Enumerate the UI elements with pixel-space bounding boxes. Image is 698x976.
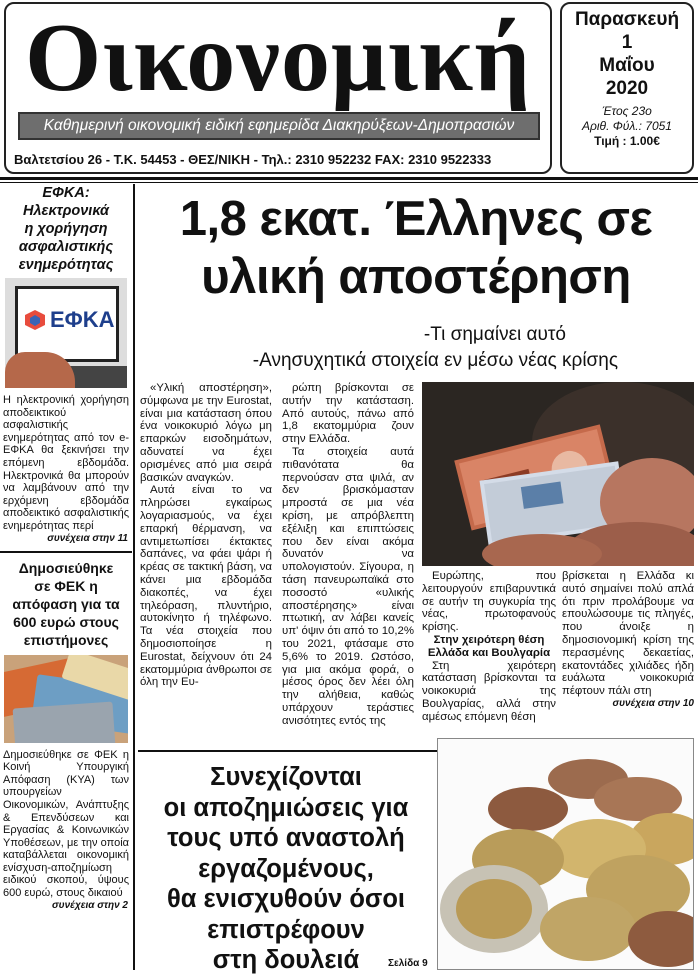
issue-month: Μαΐου — [599, 55, 655, 76]
lead-column-2 — [282, 382, 414, 728]
story-headline-line: Ηλεκτρονικά — [23, 203, 109, 219]
laptop-screen — [15, 286, 119, 362]
column-divider — [133, 184, 135, 970]
lead-column-1 — [140, 382, 272, 689]
second-headline-line: Συνεχίζονται — [210, 763, 362, 791]
paragraph: Αυτά είναι το να πληρώσει εγκαίρως λογαριασμούς, να έχει επαρκή θέρμανση, να αντιμετωπίσει έκτακτες δαπάνες, να φάει ψάρι ή κρέας σε τακτική βάση, να κάνει μια εβδομάδα διακοπές, να έχει τηλεόραση, πλυντήριο, αυτοκίνητο ή τηλέφωνο. Τα νέα στοιχεία που δημοσιοποίησε η Eurostat, δείχνουν ότι 24 εκατομμύρια άνθρωποι σε όλη την Ευ- — [140, 484, 272, 689]
lead-headline — [138, 190, 694, 306]
paragraph: Τα στοιχεία αυτά πιθανότατα θα περνούσαν στα ψιλά, αν δεν βρισκόμασταν μπροστά σε μια νέα κρίση, με απρόβλεπτη εξέλιξη και επιπτώσεις που δεν είναι ακόμα δυνατόν να υπολογιστούν. Σίγουρα, η τάση πανευρωπαϊκά στο ποσοστό «υλικής αποστέρησης» είναι πτωτική, αν λάβει κανείς υπ' όψιν ότι από το 10,2% του 2021, φτάσαμε στο 5,6% το 2019. Ωστόσο, για μια ακόμα φορά, ο μέσος όρος δεν λέει όλη την αλήθεια, καθώς υπάρχουν τεράστιες ανισότητες εντός της — [282, 445, 414, 727]
lead-column-3 — [422, 570, 556, 724]
euro-banknotes-photo — [4, 655, 128, 743]
sidebar — [0, 184, 132, 912]
second-headline-line: τους υπό αναστολή — [167, 824, 405, 852]
issue-price: Τιμή : 1.00€ — [594, 134, 660, 148]
story-headline-line: σε ΦΕΚ η — [34, 577, 98, 594]
story-headline-line: επιστήμονες — [23, 631, 109, 648]
sidebar-story-feк — [0, 559, 132, 912]
masthead-rule — [0, 177, 698, 180]
lead-column-4 — [562, 570, 694, 710]
paragraph: «Υλική αποστέρηση», σύμφωνα με την Eurostat, είναι μια κατάσταση όπου ένα νοικοκυριό λόγω μη επαρκών εισοδημάτων, αδυνατεί να έχει ορισμένες από μια σειρά βασικών αναγκών. — [140, 382, 272, 484]
story-headline-line: απόφαση για τα — [12, 595, 120, 612]
story-body: Η ηλεκτρονική χορήγηση αποδεικτικού ασφαλιστικής ενημερότητας από τον e-ΕΦΚΑ θα ξεκινήσει την επόμενη εβδομάδα. Ηλεκτρονικά θα μπορούν να λαμβάνουν από την ερχόμενη εβδομάδα αποδεικτικό ασφαλιστικής ενημερότητας περί — [3, 394, 129, 532]
issue-number: Αριθ. Φύλ.: 7051 — [582, 119, 672, 133]
story-headline-line: ΕΦΚΑ: — [42, 185, 90, 201]
paragraph: βρίσκεται η Ελλάδα κι αυτό σημαίνει πολύ απλά ότι πριν προλάβουμε να επουλώσουμε τις πληγές, που άνοιξε η δημοσιονομική κρίση της περασμένης δεκαετίας, εκατοντάδες χιλιάδες ήδη ευάλωτα νοικοκυριά πέφτουν πάλι στη — [562, 570, 694, 698]
issue-day: 1 — [621, 32, 633, 53]
euro-hands-photo — [422, 382, 694, 566]
lead-headline-line: 1,8 εκατ. Έλληνες σε — [179, 192, 653, 246]
coins-illustration — [438, 739, 694, 970]
banknote-shape — [13, 701, 116, 742]
story-body: Δημοσιεύθηκε σε ΦΕΚ η Κοινή Υπουργική Απόφαση (ΚΥΑ) των υπουργείων Οικονομικών, Ανάπτυξης & Επενδύσεων και Εργασίας & Κοινωνικών Υποθέσεων, με την οποία καταβάλλεται οικονομική ενίσχυση-αποζημίωση ειδικού σκοπού, ύψους 600 ευρώ, στους δικαιού — [3, 748, 129, 900]
second-headline-line: θα ενισχυθούν όσοι — [166, 885, 406, 913]
lead-subhead: -Τι σημαίνει αυτό — [423, 324, 566, 345]
efka-logo-text: ΕΦΚΑ — [50, 307, 115, 332]
paragraph: Στη χειρότερη κατάσταση βρίσκονται τα νοικοκυριά της Βουλγαρίας, αλλά στην αμέσως επόμενη θέση — [422, 659, 556, 723]
second-headline — [140, 762, 432, 976]
story-headline-line: 600 ευρώ στους — [13, 613, 119, 630]
newspaper-title: Οικονομική — [25, 4, 531, 112]
second-headline-line: εργαζομένους, — [198, 854, 374, 883]
story-divider — [0, 551, 132, 553]
paragraph: Ευρώπης, που λειτουργούν επιβαρυντικά σε αυτήν τη συγκυρία της νέας, πρωτοφανούς κρίσης. — [422, 570, 556, 634]
story-continued: συνέχεια στην 10 — [612, 697, 694, 709]
paragraph: ρώπη βρίσκονται σε αυτήν την κατάσταση. Από αυτούς, πάνω από 1,8 εκατομμύρια ζουν στην Ελλάδα. — [282, 382, 414, 446]
lead-subhead: -Ανησυχητικά στοιχεία εν μέσω νέας κρίσης — [252, 350, 618, 371]
second-headline-line: επιστρέφουν — [207, 915, 365, 944]
contact-address: Βαλτετσίου 26 - Τ.Κ. 54453 - ΘΕΣ/ΝΙΚΗ - Τηλ.: 2310 952232 FAX: 2310 9522333 — [14, 152, 492, 167]
issue-volume: Έτος 23ο — [602, 104, 652, 118]
story-headline-line: Δημοσιεύθηκε — [18, 559, 114, 576]
masthead-rule-thin — [0, 182, 698, 183]
lead-headline-line: υλική αποστέρηση — [201, 250, 631, 304]
page-reference: Σελίδα 9 — [388, 958, 428, 969]
masthead — [4, 2, 552, 174]
efka-logo-icon — [24, 309, 46, 331]
newspaper-tagline: Καθημερινή οικονομική ειδική εφημερίδα Διακηρύξεων-Δημοπρασιών — [18, 112, 540, 140]
sidebar-story-efka — [0, 184, 132, 545]
efka-laptop-photo — [5, 278, 127, 388]
lead-crosshead: Στην χειρότερη θέση Ελλάδα και Βουλγαρία — [427, 633, 551, 659]
euro-coins-photo — [437, 738, 694, 970]
issue-year: 2020 — [605, 78, 649, 99]
story-continued: συνέχεια στην 11 — [47, 532, 128, 544]
story-headline-line: η χορήγηση — [24, 221, 108, 237]
story-continued: συνέχεια στην 2 — [52, 899, 128, 911]
issue-weekday: Παρασκευή — [574, 9, 680, 30]
second-headline-line: στη δουλειά — [212, 946, 360, 974]
issue-date-box — [560, 2, 694, 174]
second-headline-line: οι αποζημιώσεις για — [163, 793, 409, 822]
euro-hands-illustration — [422, 382, 694, 566]
story-headline-line: ασφαλιστικής — [18, 239, 114, 255]
story-headline-line: ενημερότητας — [18, 257, 114, 273]
